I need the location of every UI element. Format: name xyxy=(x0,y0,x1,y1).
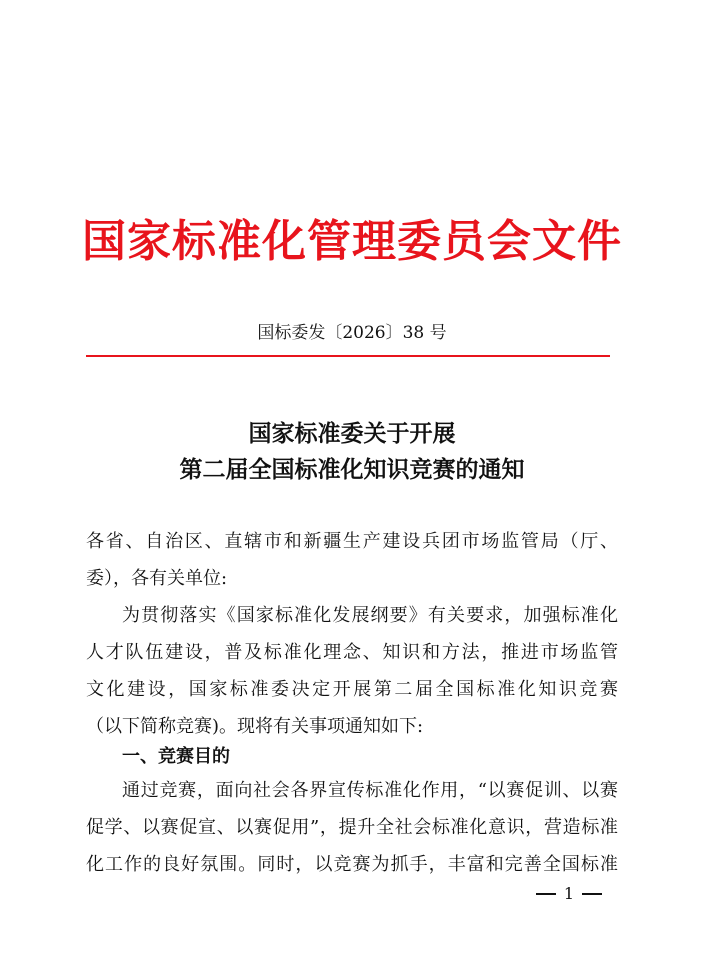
paragraph-2-line-1: 通过竞赛，面向社会各界宣传标准化作用，“以赛促训、以赛 xyxy=(122,780,618,801)
paragraph-2-line-3: 化工作的良好氛围。同时，以竞赛为抓手，丰富和完善全国标准 xyxy=(86,854,618,875)
notice-title-line-1: 国家标准委关于开展 xyxy=(248,420,456,447)
notice-title-line-2: 第二届全国标准化知识竞赛的通知 xyxy=(179,456,525,483)
salutation-line-2: 委），各有关单位: xyxy=(86,568,228,589)
paragraph-1-line-1: 为贯彻落实《国家标准化发展纲要》有关要求，加强标准化 xyxy=(122,605,618,626)
page-number xyxy=(536,882,602,906)
red-divider-line xyxy=(86,355,610,357)
section-1-heading: 一、竞赛目的 xyxy=(122,746,230,767)
issuing-org-header: 国家标准化管理委员会文件 xyxy=(82,216,622,267)
salutation-line-1: 各省、自治区、直辖市和新疆生产建设兵团市场监管局（厅、 xyxy=(86,531,618,552)
page-number-value: 1 xyxy=(563,884,575,903)
paragraph-2-line-2: 促学、以赛促宣、以赛促用”，提升全社会标准化意识，营造标准 xyxy=(86,817,618,838)
paragraph-1-line-4: （以下简称竞赛)。现将有关事项通知如下: xyxy=(86,716,424,737)
paragraph-1-line-3: 文化建设，国家标准委决定开展第二届全国标准化知识竞赛 xyxy=(86,679,618,700)
page-number-dash-right xyxy=(582,893,602,895)
page-number-dash-left xyxy=(536,893,556,895)
document-number: 国标委发〔2026〕38 号 xyxy=(257,323,447,343)
paragraph-1-line-2: 人才队伍建设，普及标准化理念、知识和方法，推进市场监管 xyxy=(86,642,618,663)
